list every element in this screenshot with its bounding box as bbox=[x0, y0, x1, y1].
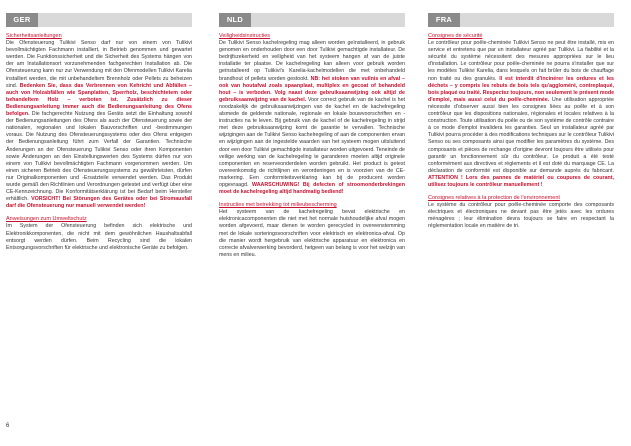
language-tab-nld: NLD bbox=[219, 13, 251, 27]
safety-warning-1: Il est interdit d'incinérer les ordures et les déchets – y compris les rebuts de bois tels qu'aggloméré, contreplaqué, bois plaqué ou traité. Respectez toujours, non seulement le présent mode d'emploi, mais aussi celui du poêle-cheminée. bbox=[428, 75, 615, 103]
language-tab-fra: FRA bbox=[428, 13, 460, 27]
column-french bbox=[428, 13, 614, 231]
language-tab-ger: GER bbox=[6, 13, 38, 27]
safety-paragraph bbox=[6, 40, 192, 210]
safety-text-2: Une utilisation appropriée nécessite d'observer aussi bien les consignes liées au poêle et à son contrôleur que les dispositions nationales, régionales et locales relatives à la construction. Toute utilisation du poêle ou de son système de contrôle contraire à ce mode d'emploi invalidera les garanties. Seul un installateur agréé par Tulikivi pourra procéder à des modifications techniques sur le contrôleur Tulikivi Senso ou ses composants ainsi que modifier les paramètres du système. Des composants et pièces de rechange d'origine devront toujours être utilisés pour garantir un fonctionnement sûr du contrôleur. Le produit a été testé conformément aux directives et règlements et il est doté du marquage CE. La déclaration de conformité est disponible sur demande auprès du fabricant. bbox=[428, 96, 614, 174]
safety-text-1: Die Ofensteuerung Tulikivi Senso darf nur von einem von Tulikivi bevollmächtigten Fachmann installiert, in Betrieb genommen und gewartet werden. Die Funktionssicherheit und die Sicherheit des Systems hängen von der am Installationsort vorzunehmenden fachgerechten Installation ab. Die Ofensteuerung kann nur zur Verwendung mit den Ofenmodellen Tulikivi Karelia installiert werden, die mit unbehandeltem Brennholz oder Pellets zu beheizen sind. bbox=[6, 40, 192, 89]
safety-heading: Veiligheidsinstructies bbox=[219, 33, 271, 39]
safety-text-2: Voor correct gebruik van de kachel is het noodzakelijk de gebruiksaanwijzingen van de kachel en de kachelregeling alsmede de geldende nationale, regionale en lokale bouwvoorschriften en -instructies na te leven. Bij gebruik van de kachel of de kachelregeling in strijd met deze gebruiksaanwijzing komt de garantie te vervallen. Technische wijzigingen aan de Tulikivi Senso kachelregeling of aan de componenten ervan en wijzigingen aan de ingestelde waarden van het systeem mogen uitsluitend door een door Tulikivi gemachtigde installateur worden uitgevoerd. Teneinde de veilige werking van de kachelregeling te garanderen moeten altijd originele componenten en reserveonderdelen worden gebruikt. Het product is getest overeenkomstig de richtlijnen en verordeningen en is voorzien van de CE-markering. Een conformiteitsverklaring kan bij de producent worden opgevraagd. bbox=[219, 96, 406, 188]
environment-heading: Anweisungen zum Umweltschutz bbox=[6, 216, 87, 223]
environment-heading: Consignes relatives à la protection de l'environnement bbox=[428, 195, 560, 202]
safety-warning-1: Bedenken Sie, dass das Verbrennen von Kehricht und Abfällen – auch von Holzabfällen wie Spanplatten, Sperrholz, beschichtetem oder behandeltem Holz – verboten ist. Zusätzlich zu dieser Bedienungsanleitung immer auch die Bedienungsanleitung des Ofens befolgen. bbox=[6, 82, 192, 118]
environment-paragraph: Im System der Ofensteuerung befinden sich elektrische und Elektronikkomponenten, die nicht mit dem gewöhnlichen Haushaltsabfall entsorgt werden dürfen. Beim Recycling sind die lokalen Entsorgungsvorschriften für elektrische und elektronische Geräte zu befolgen. bbox=[6, 223, 192, 251]
language-bar bbox=[219, 13, 405, 27]
safety-heading: Consignes de sécurité bbox=[428, 33, 483, 39]
safety-warning-2: WAARSCHUWING! Bij defecten of stroomonderbrekingen moet de kachelregeling altijd handmatig bediend! bbox=[219, 181, 405, 196]
language-bar bbox=[428, 13, 614, 27]
column-german bbox=[6, 13, 192, 252]
safety-paragraph bbox=[219, 40, 405, 196]
page-number: 6 bbox=[6, 423, 10, 429]
safety-warning-2: VORSICHT! Bei Störungen des Gerätes oder bei Stromausfall darf die Ofensteuerung nur manuell verwendet werden! bbox=[6, 196, 192, 210]
safety-paragraph bbox=[428, 40, 614, 189]
safety-text-1: Le contrôleur pour poêle-cheminée Tulikivi Senso ne peut être installé, mis en service et entretenu que par un installateur agréé par Tulikivi. La fiabilité et la sécurité du système nécessitent des mesures appropriées sur le lieu d'installation. Le contrôleur pour poêle-cheminée ne pourra s'installer que sur les modèles Tulikivi Karelia, dans lesquels on fait brûler du bois de chauffage non traité ou des granulés. bbox=[428, 40, 614, 82]
safety-warning-2: ATTENTION ! Lors des pannes de matériel ou coupures de courant, utilisez toujours le contrôleur manuellement ! bbox=[428, 174, 614, 188]
safety-heading: Sicherheitsanleitungen bbox=[6, 33, 62, 39]
safety-text-2: Die fachgerechte Nutzung des Geräts setzt die Einhaltung sowohl der Bedienungsanleitungen des Ofens als auch der Ofensteuerung sowie der nationalen, regionalen und lokalen Bauvorschriften und -bestimmungen voraus. Die Nutzung des Ofensteuerungssystems oder des Ofens entgegen der Bedienungsanleitung führt zum Verfall der Garantien. Technische Änderungen an der Ofensteuerung Tulikivi Senso oder ihren Komponenten sowie Änderungen an den Einstellungswerten des Systems dürfen nur von einem von Tulikivi bevollmächtigten Fachmann vorgenommen werden. Um einen sicheren Betrieb des Ofensteuerungssystems zu gewährleisten, dürfen nur Originalkomponenten und -Ersatzteile verwendet werden. Das Produkt wurde gemäß den Richtlinien und Verordnungen getestet und verfügt über eine CE-Kennzeichnung. Die Konformitätserklärung ist bei Bedarf beim Hersteller erhältlich. bbox=[6, 111, 192, 203]
environment-heading: Instructies met betrekking tot milieubescherming bbox=[219, 202, 337, 209]
safety-text-1: De Tulikivi Senso kachelregeling mag alleen worden geïnstalleerd, in gebruik genomen en onderhouden door een door Tulikivi gemachtigde installateur. De bedrijfszekerheid en veiligheid van het systeem hangen af van de juiste installatie ter plaatse. De kachelregeling kan alleen voor gebruik worden geïnstalleerd op Tulikivi's Karelia-kachelmodellen die met onbehandeld brandhout of pellets worden gestookt. bbox=[219, 40, 405, 82]
safety-warning-1: NB: het stoken van vuilnis en afval – ook van houtafval zoals spaanplaat, multiplex en gecoat of behandeld hout – is verboden. Volg naast deze gebruiksaanwijzing ook altijd de gebruiksaanwijzing van de kachel. bbox=[219, 75, 406, 103]
language-bar bbox=[6, 13, 192, 27]
environment-paragraph: Het systeem van de kachelregeling bevat elektrische en elektronicacomponenten die niet met het normale huishoudelijke afval mogen worden afgevoerd, maar dienen te worden gerecycled in overeenstemming met de lokale sorteringsvoorschriften voor elektrisch en elektronica-afval. Op die manier wordt hergebruik van elektrische apparatuur en elektronica en correcte afvalverwerking bevorderd, hetgeen van belang is voor het welzijn van mens en milieu. bbox=[219, 209, 405, 258]
environment-paragraph: Le système du contrôleur pour poêle-cheminée comporte des composants électriques et électroniques ne devant pas être jetés avec les ordures ménagères ; leur élimination devra toujours se faire en respectant la réglementation locale en matière de tri. bbox=[428, 202, 614, 230]
column-dutch bbox=[219, 13, 405, 259]
